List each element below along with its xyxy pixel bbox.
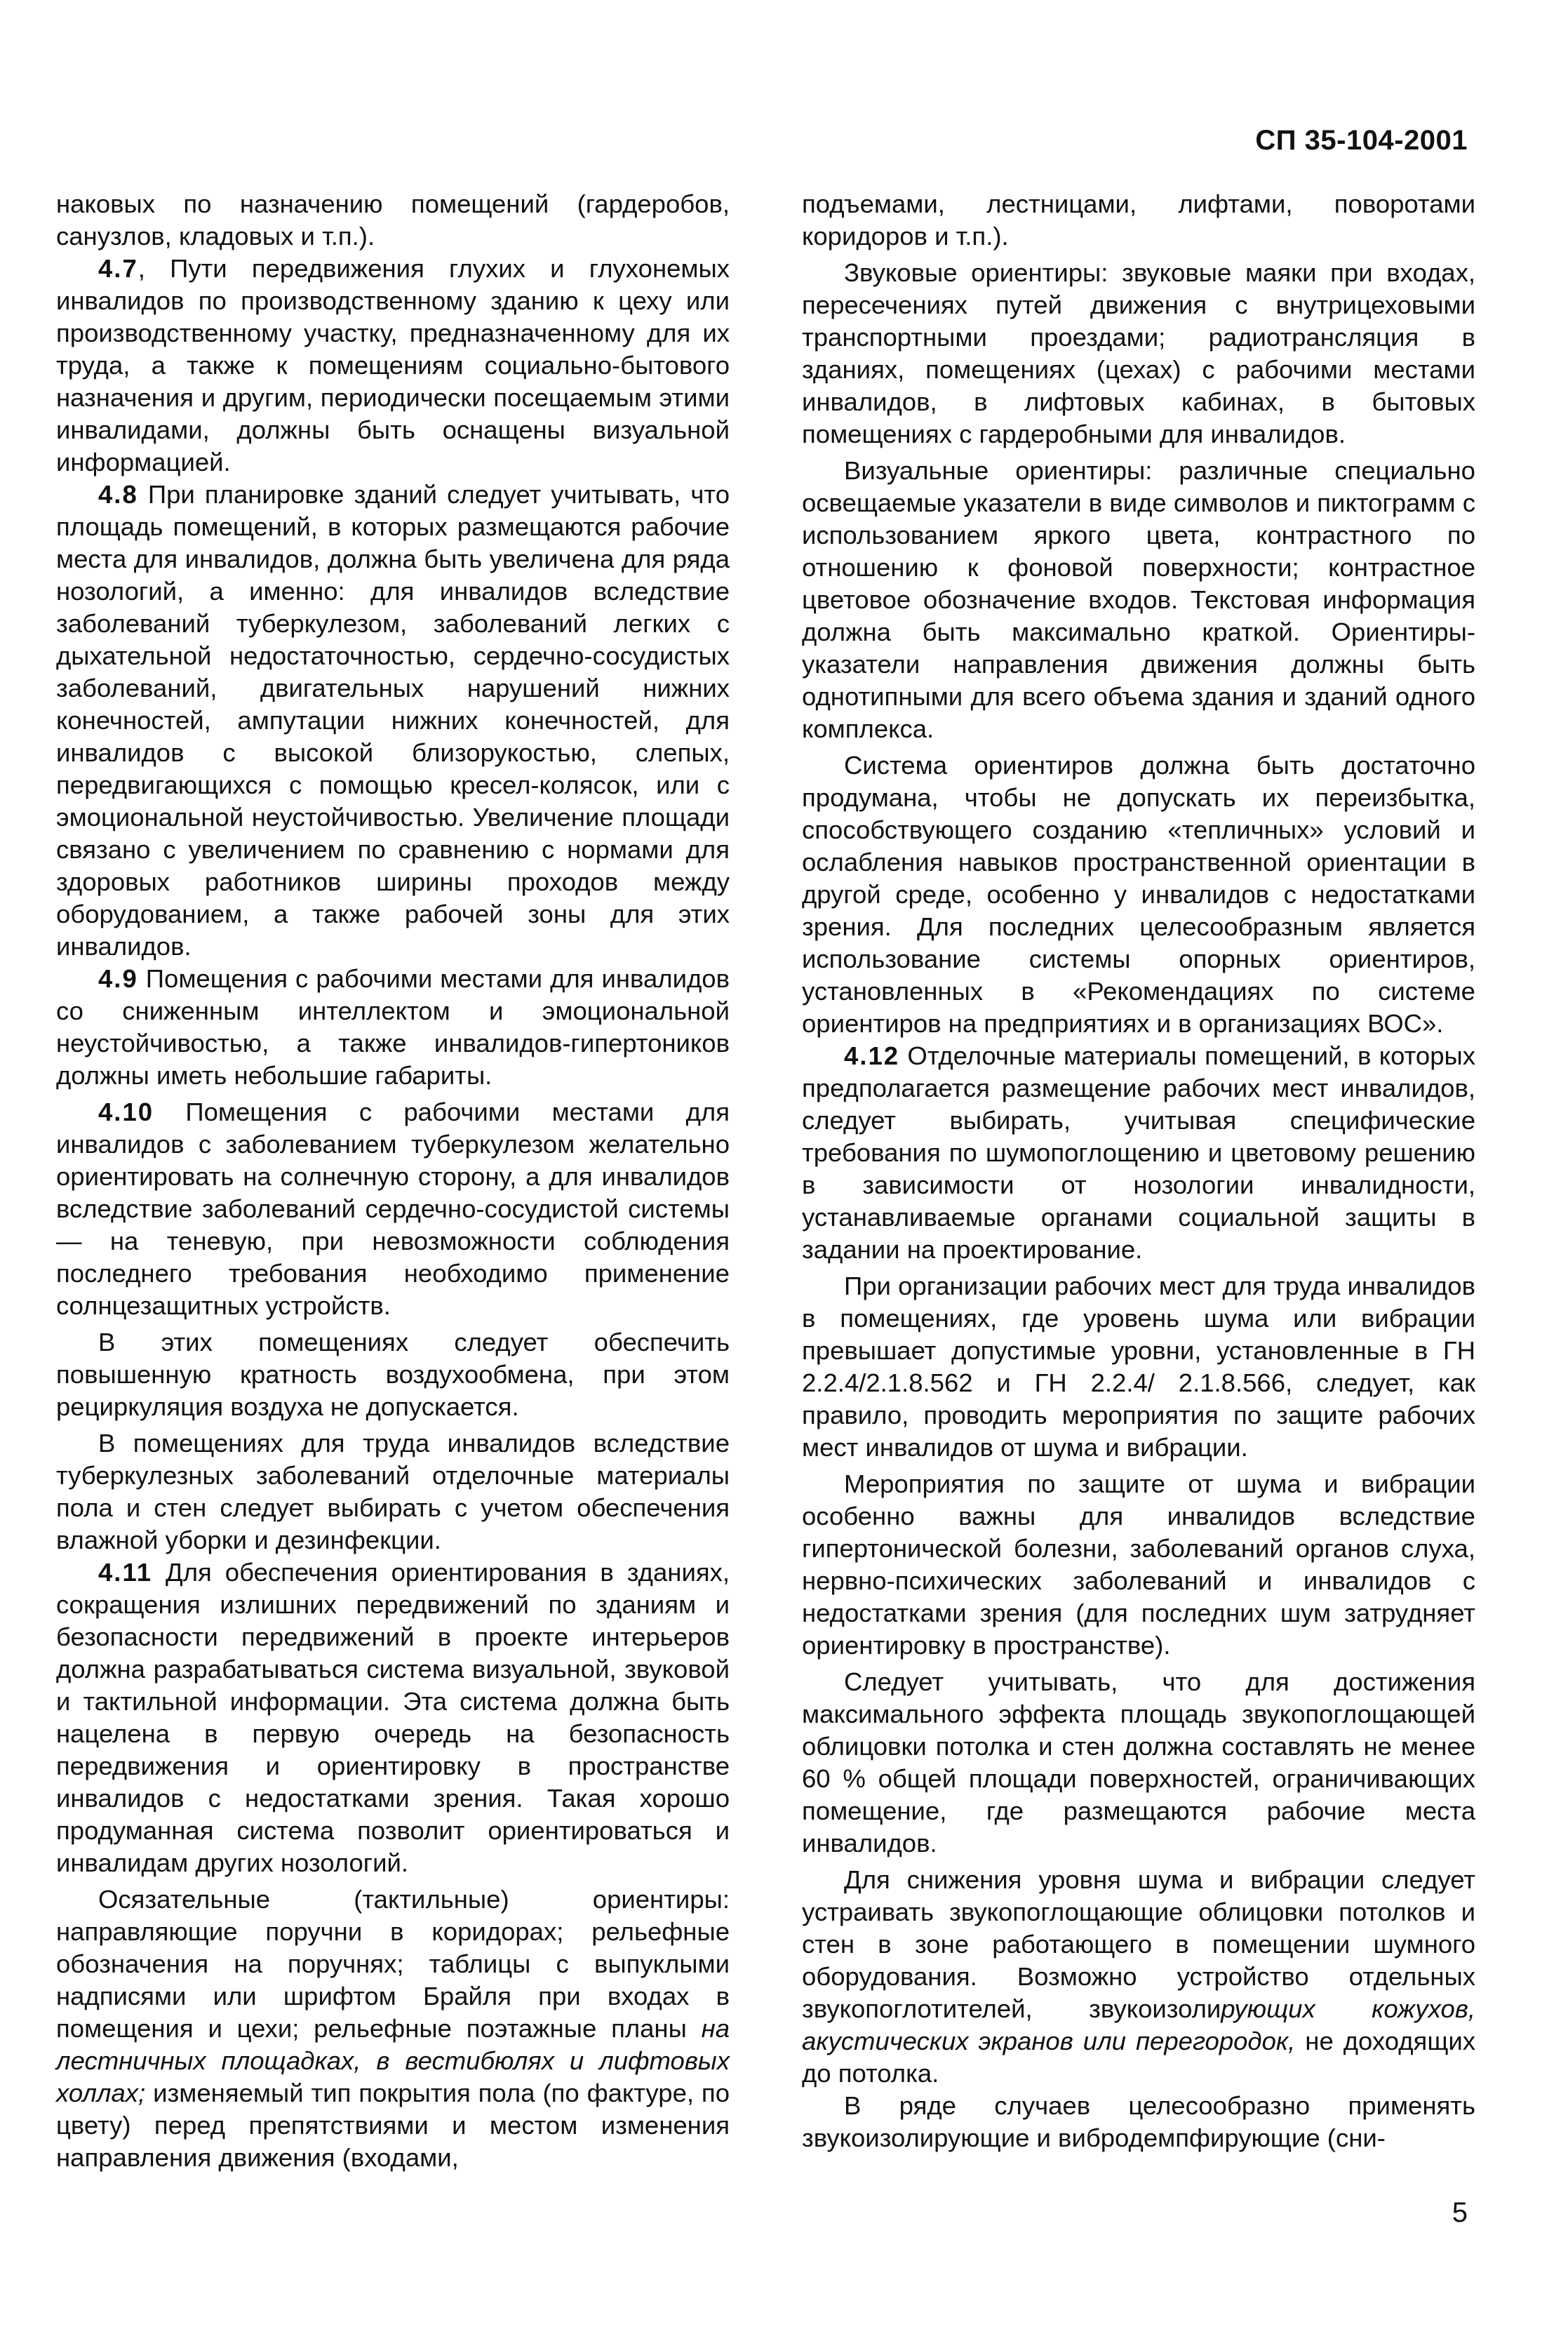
section-number: 4.7 bbox=[98, 254, 138, 283]
paragraph-text: Осязательные (тактильные) ориентиры: направляющие поручни в коридорах; рельефные обозначения на поручнях; таблицы с выпуклыми надписями или шрифтом Брайля при входах в помещения и цехи; рельефные поэтажные планы bbox=[56, 1885, 730, 2043]
paragraph-noise-workplaces: При организации рабочих мест для труда инвалидов в помещениях, где уровень шума или вибрации превышает допустимые уровни, установленные в ГН 2.2.4/2.1.8.562 и ГН 2.2.4/ 2.1.8.566, следует, как правило, проводить мероприятия по защите рабочих мест инвалидов от шума и вибрации. bbox=[802, 1272, 1475, 1462]
paragraph-4-9 bbox=[56, 963, 730, 1092]
page-number: 5 bbox=[1452, 2197, 1468, 2228]
paragraph-4-12 bbox=[802, 1040, 1475, 1266]
paragraph-noise-measures: Мероприятия по защите от шума и вибрации особенно важны для инвалидов вследствие гипертонической болезни, заболеваний органов слуха, нервно-психических заболеваний и инвалидов с недостатками зрения (для последних шум затрудняет ориентировку в пространстве). bbox=[802, 1469, 1475, 1660]
paragraph-continuation: подъемами, лестницами, лифтами, поворотами коридоров и т.п.). bbox=[802, 189, 1475, 251]
section-number: 4.9 bbox=[98, 964, 138, 993]
paragraph-text: Помещения с рабочими местами для инвалидов со сниженным интеллектом и эмоциональной неустойчивостью, а также инвалидов-гипертоников должны иметь небольшие габариты. bbox=[56, 964, 730, 1090]
paragraph-ventilation: В этих помещениях следует обеспечить повышенную кратность воздухообмена, при этом рециркуляция воздуха не допускается. bbox=[56, 1328, 730, 1421]
paragraph-reduction bbox=[802, 1864, 1475, 2090]
paragraph-finishing: В помещениях для труда инвалидов вследствие туберкулезных заболеваний отделочные материалы пола и стен следует выбирать с учетом обеспечения влажной уборки и дезинфекции. bbox=[56, 1429, 730, 1554]
left-column bbox=[56, 188, 730, 2174]
section-number: 4.8 bbox=[98, 480, 138, 509]
document-code: СП 35-104-2001 bbox=[1255, 125, 1468, 156]
paragraph-4-11 bbox=[56, 1556, 730, 1879]
paragraph-italic-text: рующих кожухов, акустических экранов или перегородок, bbox=[802, 1994, 1476, 2055]
paragraph-text: Помещения с рабочими местами для инвалидов с заболеванием туберкулезом желательно ориентировать на солнечную сторону, а для инвалидов вследствие заболеваний сердечно-сосудистой системы — на теневую, при невозможности соблюдения последнего требования необходимо применение солнцезащитных устройств. bbox=[56, 1098, 730, 1320]
paragraph-sound: Звуковые ориентиры: звуковые маяки при входах, пересечениях путей движения с внутрицеховыми транспортными проездами; радиотрансляция в зданиях, помещениях (цехах) с рабочими местами инвалидов, в лифтовых кабинах, в бытовых помещениях с гардеробными для инвалидов. bbox=[802, 258, 1475, 448]
paragraph-absorption: Следует учитывать, что для достижения максимального эффекта площадь звукопоглощающей облицовки потолка и стен должна составлять не менее 60 % общей площади поверхностей, ограничивающих помещение, где размещаются рабочие места инвалидов. bbox=[802, 1667, 1475, 1858]
paragraph-visual: Визуальные ориентиры: различные специально освещаемые указатели в виде символов и пиктограмм с использованием яркого цвета, контрастного по отношению к фоновой поверхности; контрастное цветовое обозначение входов. Текстовая информация должна быть максимально краткой. Ориентиры-указатели направления движения должны быть однотипными для всего объема здания и зданий одного комплекса. bbox=[802, 456, 1475, 743]
section-number: 4.12 bbox=[844, 1041, 900, 1070]
paragraph-isolation: В ряде случаев целесообразно применять звукоизолирующие и вибродемпфирующие (сни- bbox=[802, 2091, 1475, 2152]
paragraph-text: изменяемый тип покрытия пола (по фактуре, по цвету) перед препятствиями и местом изменения направления движения (входами, bbox=[56, 2079, 730, 2172]
paragraph-4-7 bbox=[56, 253, 730, 479]
paragraph-text: Отделочные материалы помещений, в которых предполагается размещение рабочих мест инвалидов, следует выбирать, учитывая специфические требования по шумопоглощению и цветовому решению в зависимости от нозологии инвалидности, устанавливаемые органами социальной защиты в задании на проектирование. bbox=[802, 1041, 1475, 1264]
right-column bbox=[802, 188, 1475, 2154]
paragraph-continuation: наковых по назначению помещений (гардеробов, санузлов, кладовых и т.п.). bbox=[56, 189, 730, 251]
paragraph-tactile bbox=[56, 1883, 730, 2174]
paragraph-4-10 bbox=[56, 1096, 730, 1322]
paragraph-text: Для обеспечения ориентирования в зданиях, сокращения излишних передвижений по зданиям и безопасности передвижений в проекте интерьеров должна разрабатываться система визуальной, звуковой и тактильной информации. Эта система должна быть нацелена в первую очередь на безопасность передвижения и ориентировку в пространстве инвалидов с недостатками зрения. Такая хорошо продуманная система позволит ориентироваться и инвалидам других нозологий. bbox=[56, 1558, 730, 1877]
paragraph-4-8 bbox=[56, 479, 730, 963]
paragraph-text: не доходящих до потолка. bbox=[802, 2027, 1475, 2088]
paragraph-text: При планировке зданий следует учитывать, что площадь помещений, в которых размещаются рабочие места для инвалидов, должна быть увеличена для ряда нозологий, а именно: для инвалидов вследствие заболеваний туберкулезом, заболеваний легких с дыхательной недостаточностью, сердечно-сосудистых заболеваний, двигательных нарушений нижних конечностей, ампутации нижних конечностей, для инвалидов с высокой близорукостью, слепых, передвигающихся с помощью кресел-колясок, или с эмоциональной неустойчивостью. Увеличение площади связано с увеличением по сравнению с нормами для здоровых работников ширины проходов между оборудованием, а также рабочей зоны для этих инвалидов. bbox=[56, 480, 730, 961]
paragraph-text: Для снижения уровня шума и вибрации следует устраивать звукопоглощающие облицовки потолков и стен в зоне работающего в помещении шумного оборудования. Возможно устройство отдельных звукопоглотителей, звукоизоли bbox=[802, 1865, 1475, 2023]
section-number: 4.11 bbox=[98, 1558, 153, 1587]
paragraph-text: , Пути передвижения глухих и глухонемых инвалидов по производственному зданию к цеху или производственному участку, предназначенному для их труда, а также к помещениям социально-бытового назначения и другим, периодически посещаемым этими инвалидами, должны быть оснащены визуальной информацией. bbox=[56, 254, 730, 476]
paragraph-italic-text: на лестничных площадках, в вестибюлях и лифтовых холлах; bbox=[56, 2014, 730, 2107]
paragraph-system: Система ориентиров должна быть достаточно продумана, чтобы не допускать их переизбытка, способствующего созданию «тепличных» условий и ослабления навыков пространственной ориентации в другой среде, особенно у инвалидов с недостатками зрения. Для последних целесообразным является использование системы опорных ориентиров, установленных в «Рекомендациях по системе ориентиров на предприятиях и в организациях ВОС». bbox=[802, 751, 1475, 1038]
section-number: 4.10 bbox=[98, 1098, 154, 1126]
